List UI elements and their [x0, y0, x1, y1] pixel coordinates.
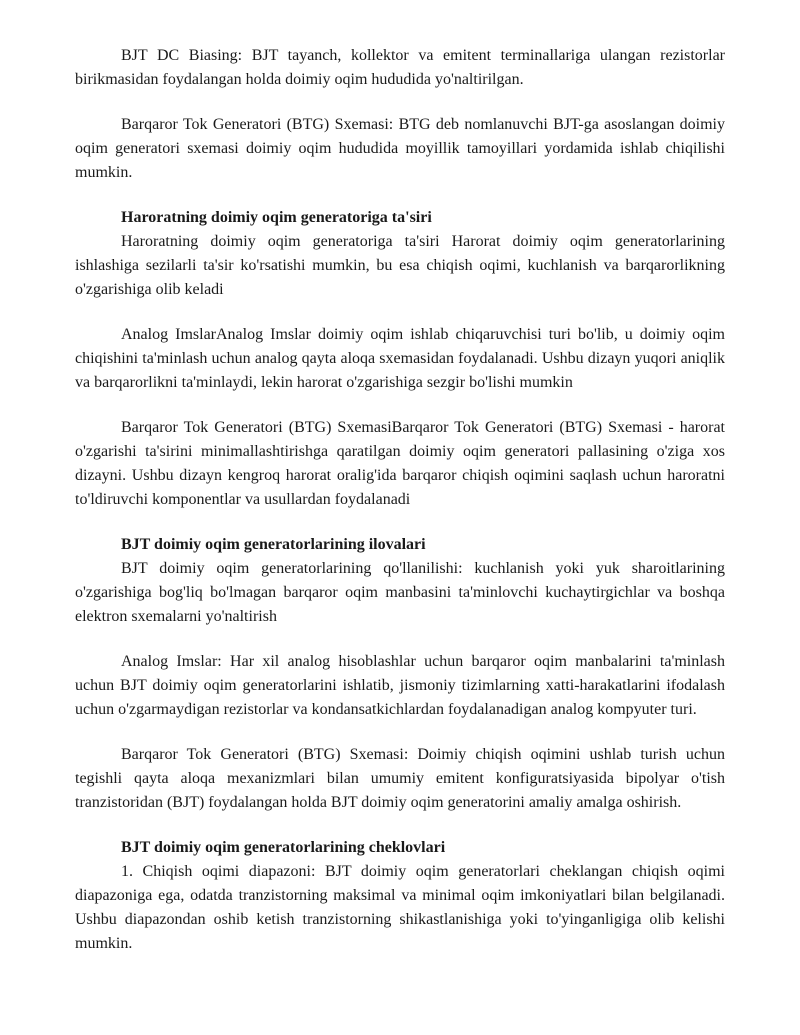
heading-limitations: BJT doimiy oqim generatorlarining cheklovlari — [121, 839, 446, 856]
paragraph-btg-practical: Barqaror Tok Generatori (BTG) Sxemasi: Doimiy chiqish oqimini ushlab turish uchun tegishli qayta aloqa mexanizmlari bilan umumiy emitent konfiguratsiyasida bipolyar o'tish tranzistoridan (BJT) foydalangan holda BJT doimiy oqim generatorini amaliy amalga oshirish. — [75, 746, 725, 811]
paragraph-analog-imslar: Analog ImslarAnalog Imslar doimiy oqim ishlab chiqaruvchisi turi bo'lib, u doimiy oqim chiqishini ta'minlash uchun analog qayta aloqa sxemasidan foydalanadi. Ushbu dizayn yuqori aniqlik va barqarorlikni ta'minlaydi, lekin harorat o'zgarishiga sezgir bo'lishi mumkin — [75, 326, 725, 391]
heading-temperature-effect: Haroratning doimiy oqim generatoriga ta'siri — [121, 209, 432, 226]
paragraph-bjt-dc-biasing: BJT DC Biasing: BJT tayanch, kollektor va emitent terminallariga ulangan rezistorlar birikmasidan foydalangan holda doimiy oqim hududida yo'naltirilgan. — [75, 47, 725, 88]
paragraph-temperature-effect: Haroratning doimiy oqim generatoriga ta'siri Harorat doimiy oqim generatorlarining ishlashiga sezilarli ta'sir ko'rsatishi mumkin, bu esa chiqish oqimi, kuchlanish va barqarorlikning o'zgarishiga olib keladi — [75, 233, 725, 298]
paragraph-btg-scheme: Barqaror Tok Generatori (BTG) Sxemasi: BTG deb nomlanuvchi BJT-ga asoslangan doimiy oqim generatori sxemasi doimiy oqim hududida moyillik tamoyillari yordamida ishlab chiqilishi mumkin. — [75, 116, 725, 181]
heading-applications: BJT doimiy oqim generatorlarining ilovalari — [121, 536, 426, 553]
paragraph-applications: BJT doimiy oqim generatorlarining qo'llanilishi: kuchlanish yoki yuk sharoitlarining o'zgarishiga bog'liq bo'lmagan barqaror oqim manbasini ta'minlovchi kuchaytirgichlar va boshqa elektron sxemalarni yo'naltirish — [75, 560, 725, 625]
paragraph-analog-computer: Analog Imslar: Har xil analog hisoblashlar uchun barqaror oqim manbalarini ta'minlash uchun BJT doimiy oqim generatorlarini ishlatib, jismoniy tizimlarning xatti-harakatlarini ifodalash uchun o'zgarmaydigan rezistorlar va kondansatkichlardan foydalanadigan analog kompyuter turi. — [75, 653, 725, 718]
paragraph-output-current-range: 1. Chiqish oqimi diapazoni: BJT doimiy oqim generatorlari cheklangan chiqish oqimi diapazoniga ega, odatda tranzistorning maksimal va minimal oqim imkoniyatlari bilan belgilanadi. Ushbu diapazondan oshib ketish tranzistorning shikastlanishiga yoki to'yinganligiga olib kelishi mumkin. — [75, 863, 725, 952]
document-page — [75, 44, 725, 956]
paragraph-btg-temperature: Barqaror Tok Generatori (BTG) SxemasiBarqaror Tok Generatori (BTG) Sxemasi - harorat o'zgarishi ta'sirini minimallashtirishga qaratilgan doimiy oqim generatori pallasining o'ziga xos dizayni. Ushbu dizayn kengroq harorat oralig'ida barqaror chiqish oqimini saqlash uchun haroratni to'ldiruvchi komponentlar va usullardan foydalanadi — [75, 419, 725, 508]
